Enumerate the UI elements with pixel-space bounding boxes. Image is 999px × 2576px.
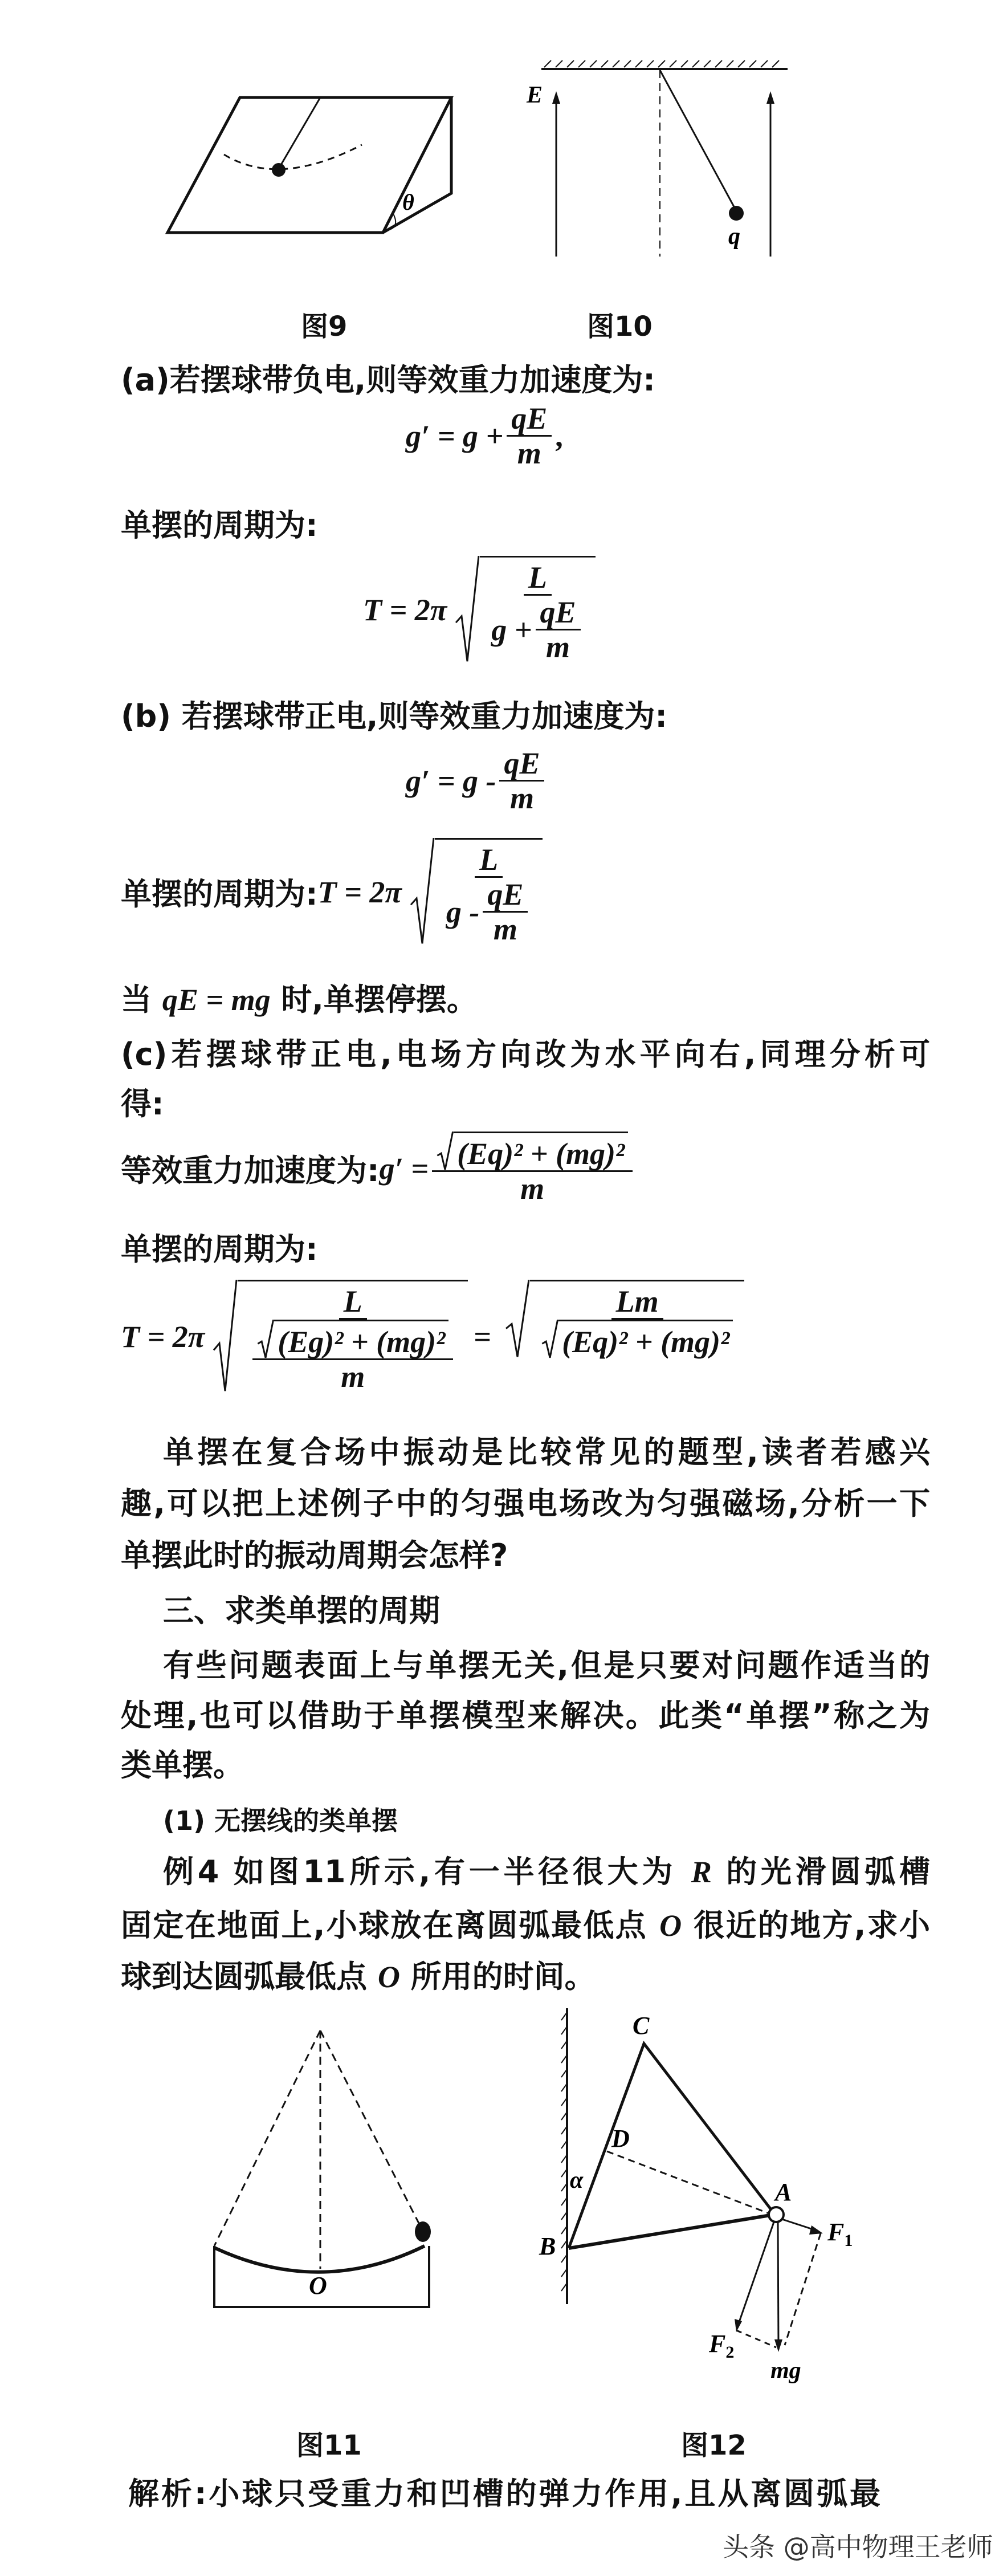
analysis-line: 解析:小球只受重力和凹槽的弹力作用,且从离圆弧最	[128, 2476, 880, 2512]
figure-9-caption: 图9	[301, 311, 348, 343]
formula-period-negative: T = 2π L g + $\frac{qE}{m}$	[363, 556, 596, 664]
stop-condition: 当 qE = mg 时,单摆停摆。	[121, 982, 478, 1018]
field-label: E	[527, 82, 543, 108]
ring-A	[769, 2207, 784, 2222]
paragraph-1-line-1: 单摆在复合场中振动是比较常见的题型,读者若感兴	[163, 1434, 930, 1470]
section-3-heading: 三、求类单摆的周期	[163, 1593, 440, 1629]
rod-BA	[569, 2215, 770, 2248]
rod-BC-CA	[569, 2044, 773, 2248]
force-F2	[737, 2222, 774, 2327]
svg-text:A: A	[775, 2178, 792, 2206]
case-b-intro: (b) 若摆球带正电,则等效重力加速度为:	[121, 698, 667, 734]
bottom-point-label: O	[309, 2272, 327, 2300]
paragraph-2-line-1: 有些问题表面上与单摆无关,但是只要对问题作适当的	[163, 1647, 930, 1683]
period-c-label: 单摆的周期为:	[121, 1231, 318, 1267]
figure-12-caption: 图12	[681, 2430, 747, 2461]
figure-10-caption: 图10	[587, 311, 653, 343]
formula-g-negative: g′ = g + $\frac{qE}{m}$ ,	[406, 401, 563, 470]
example-4-line-3: 球到达圆弧最低点 O 所用的时间。	[121, 1959, 596, 1995]
svg-text:mg: mg	[770, 2358, 801, 2384]
svg-text:α: α	[570, 2167, 584, 2194]
paragraph-2-line-2: 处理,也可以借助于单摆模型来解决。此类“单摆”称之为	[121, 1698, 930, 1733]
svg-text:F1: $F_1$	[827, 2218, 853, 2250]
paragraph-1-line-3: 单摆此时的振动周期会怎样?	[121, 1537, 508, 1573]
case-a-intro: (a)若摆球带负电,则等效重力加速度为:	[121, 362, 655, 398]
subsection-1-heading: (1) 无摆线的类单摆	[163, 1805, 398, 1836]
paragraph-2-line-3: 类单摆。	[121, 1747, 244, 1783]
formula-period-horizontal: T = 2π $\frac{L}{\frac{\text{(Eg)² + (mg)²}}{m}}$ = $\frac{Lm}{\text{(Eq)² + (mg)²}}$	[121, 1280, 744, 1393]
example-4-line-1: 例4 如图11所示,有一半径很大为 R 的光滑圆弧槽	[163, 1854, 930, 1890]
formula-g-positive: g′ = g - $\frac{qE}{m}$	[406, 747, 548, 815]
charge-label: q	[728, 223, 740, 250]
case-c-intro-2: 得:	[121, 1086, 164, 1122]
case-c-intro-1: (c)若摆球带正电,电场方向改为水平向右,同理分析可	[121, 1036, 930, 1072]
watermark: 头条 @高中物理王老师	[723, 2532, 993, 2562]
formula-period-positive-line: 单摆的周期为: T = 2π L g - $\frac{qE}{m}$	[121, 838, 543, 946]
theta-label: θ	[402, 189, 414, 215]
period-a-label: 单摆的周期为:	[121, 507, 318, 543]
svg-text:D: D	[611, 2125, 630, 2152]
formula-g-horizontal-line: 等效重力加速度为: g′ = $\frac{\text{(Eq)² + (mg)²}}{m}$	[121, 1132, 636, 1205]
svg-text:C: C	[633, 2012, 650, 2040]
figure-11-caption: 图11	[296, 2430, 362, 2461]
svg-text:B: B	[539, 2232, 556, 2260]
paragraph-1-line-2: 趣,可以把上述例子中的匀强电场改为匀强磁场,分析一下	[121, 1486, 930, 1521]
svg-text:F2: $F_2$	[709, 2330, 735, 2362]
example-4-line-2: 固定在地面上,小球放在离圆弧最低点 O 很近的地方,求小	[121, 1907, 930, 1943]
dashed-DA	[607, 2151, 770, 2214]
